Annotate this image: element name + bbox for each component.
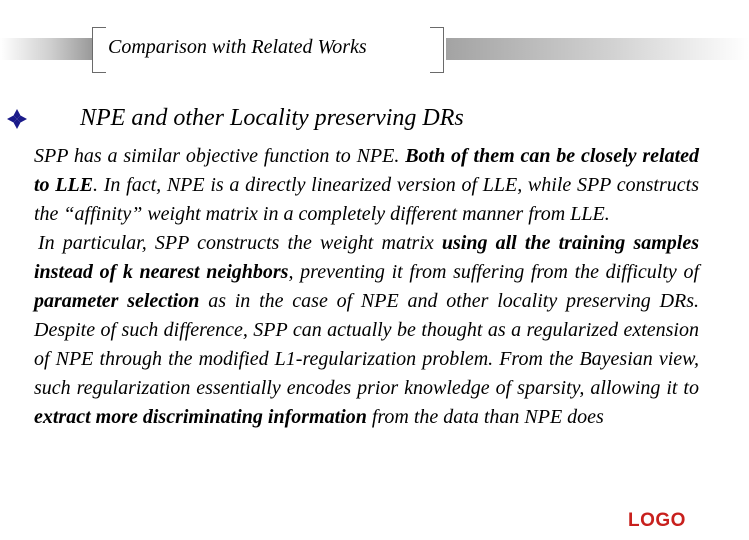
paragraph-1 <box>34 142 699 229</box>
diamond-bullet-icon <box>6 108 28 130</box>
p2-emphasis-1: using all the training samples instead of k nearest neighbors <box>34 232 700 283</box>
p2-emphasis-2: parameter selection <box>34 290 200 312</box>
header-bracket-left <box>92 27 106 73</box>
section-heading: NPE and other Locality preserving DRs <box>80 105 464 131</box>
logo: LOGO <box>628 510 686 531</box>
p2-text-4: from the data than NPE does <box>366 406 604 428</box>
p1-emphasis-1: Both of them can be closely related to LLE <box>34 145 699 196</box>
paragraph-2 <box>34 229 699 432</box>
p2-text-1: In particular, SPP constructs the weight matrix <box>38 232 442 254</box>
p2-text-3: as in the case of NPE and other locality preserving DRs. Despite of such difference, SPP can actually be thought as a regularized extension of NPE through the modified L1-regularization problem. From the Bayesian view, such regularization essentially encodes prior knowledge of sparsity, allowing it to <box>34 290 700 399</box>
slide-title: Comparison with Related Works <box>108 36 367 58</box>
header-bar-left <box>0 38 92 60</box>
header-bracket-right <box>430 27 444 73</box>
p1-text-1: SPP has a similar objective function to NPE. <box>34 145 406 167</box>
body-text <box>34 142 699 432</box>
header-bar-right <box>446 38 749 60</box>
p2-text-2: , preventing it from suffering from the difficulty of <box>288 261 699 283</box>
p1-text-2: . In fact, NPE is a directly linearized version of LLE, while SPP constructs the “affinity” weight matrix in a completely different manner from LLE. <box>34 174 699 225</box>
p2-emphasis-3: extract more discriminating information <box>34 406 367 428</box>
